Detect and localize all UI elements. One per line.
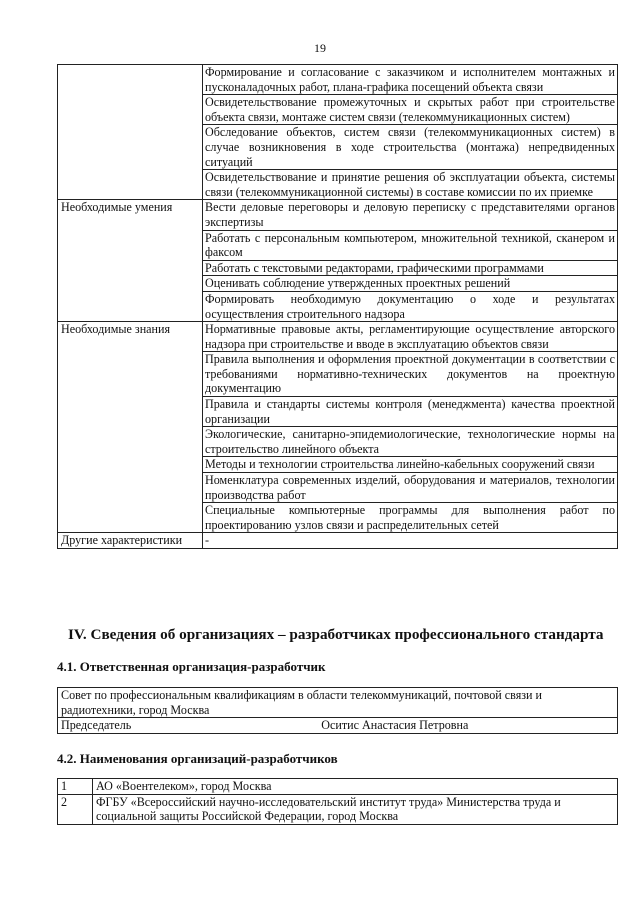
row-label: Другие характеристики: [58, 533, 203, 549]
row-item: Обследование объектов, систем связи (телекоммуникационных систем) в случае возникновения в ходе строительства (монтажа) непредвиденных ситуаций: [203, 125, 618, 170]
table-row: [58, 65, 618, 95]
chair-row: [58, 718, 618, 734]
developer-name: ФГБУ «Всероссийский научно-исследовательский институт труда» Министерства труда и социальной защиты Российской Федерации, город Москва: [93, 794, 618, 824]
responsible-org-heading: 4.1. Ответственная организация-разработчик: [57, 659, 326, 674]
row-item: -: [203, 533, 618, 549]
table-row: [58, 200, 618, 230]
row-item: Специальные компьютерные программы для выполнения работ по проектированию узлов связи и распределительных сетей: [203, 503, 618, 533]
developers-table-body: [58, 779, 618, 825]
row-item: Работать с текстовыми редакторами, графическими программами: [203, 260, 618, 276]
row-item: Освидетельствование и принятие решения об эксплуатации объекта, системы связи (телекоммуникационной системы) в составе комиссии по их приемке: [203, 170, 618, 200]
developers-table: [57, 778, 618, 825]
table-row: [58, 533, 618, 549]
row-item: Формирование и согласование с заказчиком и исполнителем монтажных и пусконаладочных работ, плана-графика посещений объекта связи: [203, 65, 618, 95]
row-item: Вести деловые переговоры и деловую переписку с представителями органов экспертизы: [203, 200, 618, 230]
table-row: [58, 322, 618, 352]
responsible-org-table: [57, 687, 618, 734]
section-title: IV. Сведения об организациях – разработчиках профессионального стандарта: [68, 626, 604, 643]
page-number: 19: [314, 41, 326, 55]
row-label: [58, 65, 203, 200]
row-item: Оценивать соблюдение утвержденных проектных решений: [203, 276, 618, 292]
row-item: Освидетельствование промежуточных и скрытых работ при строительстве объекта связи, монтаже систем связи (телекоммуникационных систем): [203, 95, 618, 125]
row-item: Правила выполнения и оформления проектной документации в соответствии с требованиями нормативно-технических документов на проектную документацию: [203, 352, 618, 397]
row-item: Номенклатура современных изделий, оборудования и материалов, технологии производства работ: [203, 473, 618, 503]
responsible-org-name: Совет по профессиональным квалификациям в области телекоммуникаций, почтовой связи и радиотехники, город Москва: [58, 688, 618, 718]
table-row: [58, 794, 618, 824]
competence-table: [57, 64, 618, 549]
competence-table-body: [58, 65, 618, 549]
row-item: Формировать необходимую документацию о ходе и результатах осуществления строительного надзора: [203, 291, 618, 321]
chair-label: Председатель: [61, 718, 132, 733]
row-item: Экологические, санитарно-эпидемиологические, технологические нормы на строительство линейного объекта: [203, 427, 618, 457]
developer-number: 2: [58, 794, 93, 824]
table-row: [58, 779, 618, 795]
developer-name: АО «Воентелеком», город Москва: [93, 779, 618, 795]
developers-heading: 4.2. Наименования организаций-разработчиков: [57, 751, 338, 766]
chair-name: Оситис Анастасия Петровна: [321, 718, 469, 733]
row-item: Правила и стандарты системы контроля (менеджмента) качества проектной организации: [203, 397, 618, 427]
row-item: Методы и технологии строительства линейно-кабельных сооружений связи: [203, 457, 618, 473]
row-label: Необходимые знания: [58, 322, 203, 533]
row-label: Необходимые умения: [58, 200, 203, 322]
developer-number: 1: [58, 779, 93, 795]
row-item: Нормативные правовые акты, регламентирующие осуществление авторского надзора при строительстве и вводе в эксплуатацию объектов связи: [203, 322, 618, 352]
row-item: Работать с персональным компьютером, множительной техникой, сканером и факсом: [203, 230, 618, 260]
